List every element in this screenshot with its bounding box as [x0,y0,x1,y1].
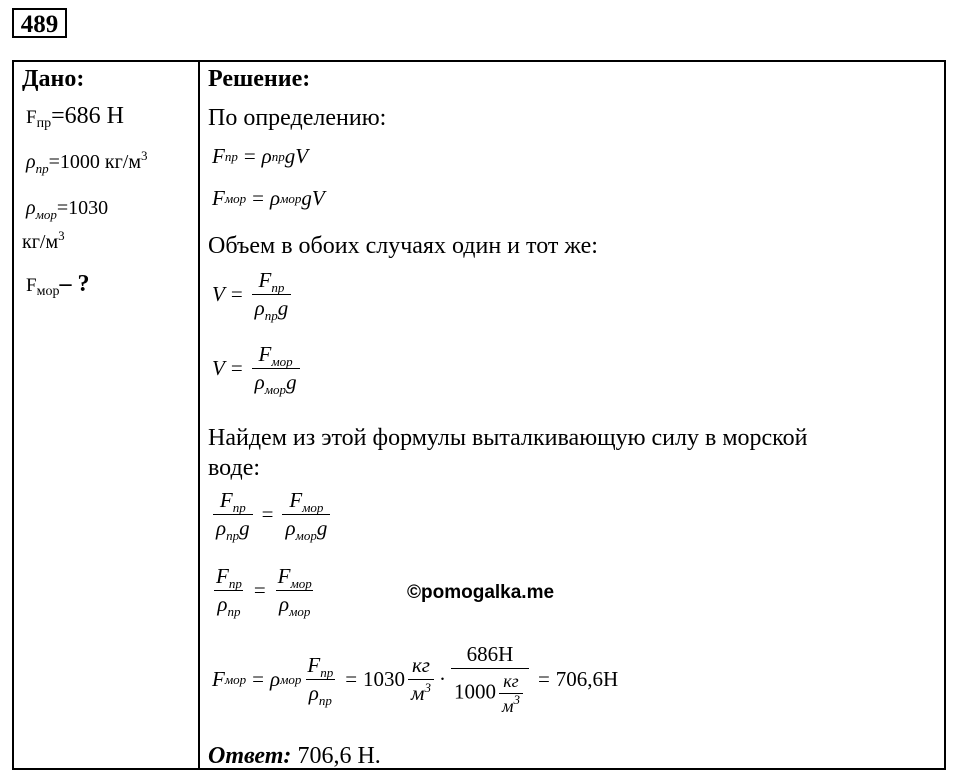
solution-heading: Решение: [208,66,311,92]
given-rho-mor: $\rho_{мор}=1030$ [26,197,109,222]
solution-table [12,60,946,770]
formula-final: F мор = ρ мор $\frac{F_{пр}}{\rho_{пр}}$ = 1030 $\frac{кг}{м^3}$ · 686Н 1000 $\frac{кг}{м^3}$ = 706,6Н [212,642,619,716]
formula-ratio-g: $\frac{F_{пр}}{\rho_{пр}g}$ = $\frac{F_{мор}}{\rho_{мор}g}$ [210,490,333,539]
solution-line-4: воде: [208,455,261,481]
given-f-pr: Fпр=686 Н [26,103,124,131]
problem-number: 489 [12,8,67,38]
solution-line-1: По определению: [208,105,387,131]
given-heading: Дано: [22,66,85,92]
solution-line-2: Объем в обоих случаях один и тот же: [208,233,598,259]
watermark: ©pomogalka.me [407,582,555,603]
formula-f-mor: F мор = ρ мор g V [212,186,325,210]
given-find: Fмор– ? [26,271,90,299]
column-divider [198,62,200,768]
formula-f-pr: F пр = ρ пр g V [212,144,309,168]
formula-ratio: $\frac{F_{пр}}{\rho_{пр}}$ = $\frac{F_{мор}}{\rho_{мор}}$ [216,564,312,619]
given-rho-pr: $\rho_{пр}=1000$ $кг/м^3$ [26,148,148,176]
formula-v-mor: V = $\frac{F_{мор}}{\rho_{мор}g}$ [212,344,303,393]
solution-line-3: Найдем из этой формулы выталкивающую силу в морской [208,425,808,451]
formula-v-pr: V = $\frac{F_{пр}}{\rho_{пр}g}$ [212,270,294,319]
given-rho-mor-unit: $кг/м^3$ [22,228,65,253]
answer: Ответ: 706,6 Н. [208,743,381,769]
